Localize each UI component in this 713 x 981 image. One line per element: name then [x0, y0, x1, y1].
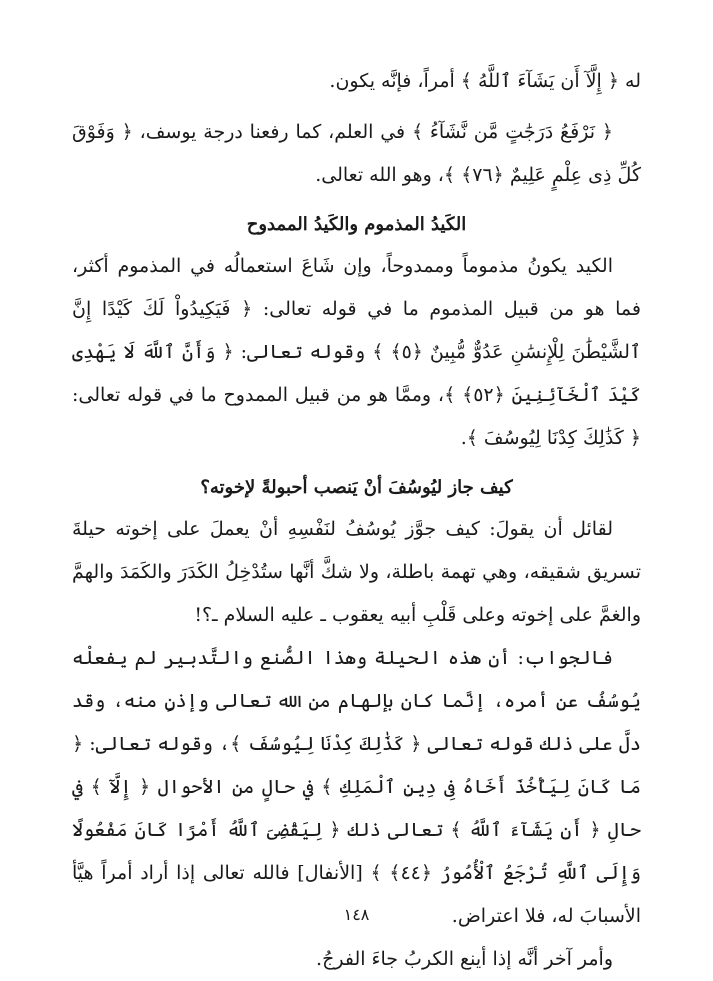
section-heading-kayd: الكَيدُ المذموم والكَيدُ الممدوح: [246, 214, 467, 235]
paragraph-5: فالجواب: أن هذه الحيلة وهذا الصُّنع والتَّدبير لم يفعلْه يُوسُفُ عن أمره، إنَّما كان بإلهام من الله تعالى وإذنٍ منه، وقد دلَّ على ذلك قوله تعالى ﴿ كَذَٰلِكَ كِدْنَا لِيُوسُفَ ﴾، وقوله تعالى: ﴿ مَا كَانَ لِيَأْخُذَ أَخَاهُ فِى دِينِ ٱلْمَلِكِ ﴾ في حالٍ من الأحوال ﴿ إِلَّآ ﴾ في حالِ ﴿ أَن يَشَآءَ ٱللَّهُ ﴾ تعالى ذلك ﴿ لِيَقْضِىَ ٱللَّهُ أَمْرًا كَانَ مَفْعُولًا وَإِلَى ٱللَّهِ تُرْجَعُ ٱلْأُمُورُ ﴿٤٤﴾ ﴾ [الأنفال] فالله تعالى إذا أراد أمراً هيَّأ الأسبابَ له، فلا اعتراض.: [72, 647, 641, 927]
paragraph-6: وأمر آخر أنَّه إذا أينع الكربُ جاءَ الفرجُ.: [316, 948, 613, 970]
paragraph-4: لقائل أن يقولَ: كيف جوَّز يُوسُفُ لنَفْسِهِ أنْ يعملَ على إخوته حيلةَ تسريق شقيقه، وهي تهمة باطلة، ولا شكَّ أنَّها ستُدْخِلُ الكَدَرَ والكَمَدَ والهمَّ والغمَّ على إخوته وعلى قَلْبِ أبيه يعقوب ـ عليه السلام ـ؟!: [72, 518, 641, 626]
section-heading-yusuf: كيف جاز ليُوسُفَ أنْ يَنصب أحبولةً لإخوته؟: [200, 477, 513, 498]
paragraph-1: له ﴿ إِلَّآ أَن يَشَآءَ ٱللَّهُ ﴾ أمراً، فإنَّه يكون.: [329, 70, 641, 92]
paragraph-2: ﴿ نَرْفَعُ دَرَجَٰتٍ مَّن نَّشَآءُ ﴾ في العلم، كما رفعنا درجة يوسف، ﴿ وَفَوْقَ كُلِّ ذِى عِلْمٍ عَلِيمٌ ﴿٧٦﴾ ﴾، وهو الله تعالى.: [72, 121, 641, 186]
page-body: [72, 60, 641, 981]
page-number: ١٤٨: [343, 905, 370, 924]
paragraph-3: الكيد يكونُ مذموماً وممدوحاً، وإن شَاعَ استعمالُه في المذموم أكثر، فما هو من قبيل المذموم ما في قوله تعالى: ﴿ فَيَكِيدُواْ لَكَ كَيْدًا إِنَّ ٱلشَّيْطَٰنَ لِلْإِنسَٰنِ عَدُوٌّ مُّبِينٌ ﴿٥﴾ ﴾ وقوله تعالى: ﴿ وَأَنَّ ٱللَّهَ لَا يَهْدِى كَيْدَ ٱلْخَآئِنِينَ ﴿٥٢﴾ ﴾، وممَّا هو من قبيل الممدوح ما في قوله تعالى: ﴿ كَذَٰلِكَ كِدْنَا لِيُوسُفَ ﴾.: [72, 255, 641, 449]
